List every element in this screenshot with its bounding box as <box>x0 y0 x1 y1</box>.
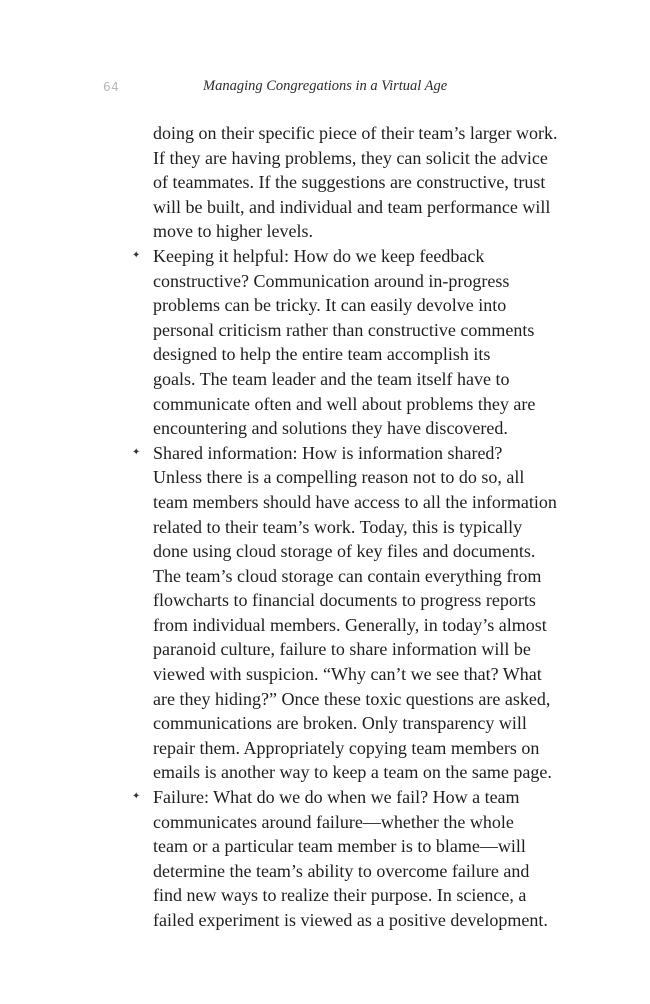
text-line-content: Failure: What do we do when we fail? How a team <box>153 787 520 808</box>
bullet-item-shared-information <box>132 441 557 785</box>
text-line: emails is another way to keep a team on the same page. <box>153 762 552 783</box>
text-line: communications are broken. Only transparency will <box>153 713 527 734</box>
text-line: viewed with suspicion. “Why can’t we see that? What <box>153 664 542 685</box>
text-line-content: Shared information: How is information shared? <box>153 442 503 463</box>
text-line: constructive? Communication around in-progress <box>153 270 510 291</box>
text-line: team members should have access to all the information <box>153 491 557 512</box>
four-point-star-bullet-icon: ✦ <box>132 249 141 261</box>
body-text <box>132 121 558 933</box>
text-line: communicate often and well about problems they are <box>153 393 536 414</box>
text-line: Unless there is a compelling reason not to do so, all <box>153 467 525 488</box>
text-line: done using cloud storage of key files and documents. <box>153 541 536 562</box>
text-line-content: Keeping it helpful: How do we keep feedback <box>153 245 485 266</box>
running-head-title: Managing Congregations in a Virtual Age <box>203 78 448 94</box>
text-line: flowcharts to financial documents to progress reports <box>153 590 536 611</box>
bullet-item-failure <box>132 785 553 933</box>
text-line: goals. The team leader and the team itself have to <box>153 368 510 389</box>
text-line: will be built, and individual and team performance will <box>153 196 551 217</box>
text-line: related to their team’s work. Today, this is typically <box>153 516 523 537</box>
text-line: are they hiding?” Once these toxic questions are asked, <box>153 688 551 709</box>
text-line: designed to help the entire team accomplish its <box>153 344 491 365</box>
four-point-star-bullet-icon: ✦ <box>132 791 141 803</box>
text-line: repair them. Appropriately copying team members on <box>153 737 540 758</box>
four-point-star-bullet-icon: ✦ <box>132 446 141 458</box>
bullet-item-keeping-it-helpful <box>132 244 553 441</box>
text-line: doing on their specific piece of their team’s larger work. <box>153 123 558 143</box>
text-line: team or a particular team member is to blame—will <box>153 836 526 857</box>
text-line: find new ways to realize their purpose. In science, a <box>153 885 527 906</box>
text-line <box>132 785 553 810</box>
continuation-paragraph <box>153 121 558 244</box>
text-line <box>132 441 553 466</box>
text-line: move to higher levels. <box>153 221 313 242</box>
text-line: of teammates. If the suggestions are constructive, trust <box>153 172 546 193</box>
text-line: determine the team’s ability to overcome failure and <box>153 860 530 881</box>
text-line: If they are having problems, they can solicit the advice <box>153 147 548 168</box>
text-line <box>132 244 553 269</box>
text-line: communicates around failure—whether the whole <box>153 811 514 832</box>
text-line: encountering and solutions they have discovered. <box>153 418 508 439</box>
page-number: 64 <box>103 80 120 94</box>
text-line: failed experiment is viewed as a positive development. <box>153 910 548 930</box>
text-line: The team’s cloud storage can contain everything from <box>153 565 542 586</box>
text-line: paranoid culture, failure to share information will be <box>153 639 531 660</box>
text-line: problems can be tricky. It can easily devolve into <box>153 295 507 316</box>
text-line: from individual members. Generally, in today’s almost <box>153 614 547 635</box>
text-line: personal criticism rather than constructive comments <box>153 319 535 340</box>
